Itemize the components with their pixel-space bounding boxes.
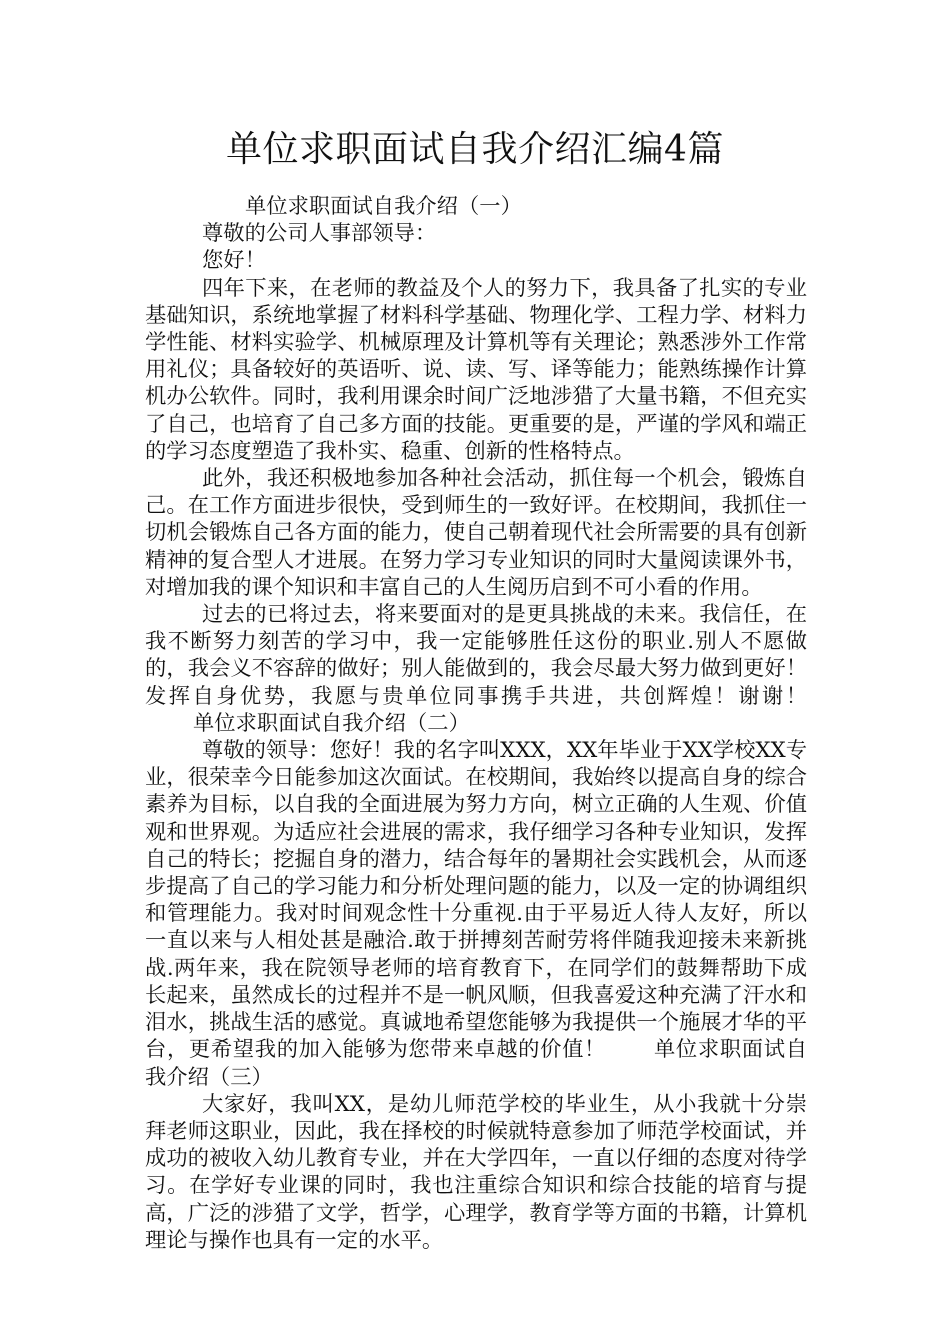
section-heading-2: 单位求职面试自我介绍（二） (193, 710, 470, 736)
section2-paragraph-1-text: 尊敬的领导：您好！我的名字叫XXX，XX年毕业于XX学校XX专业，很荣幸今日能参加这次面试。在校期间，我始终以提高自身的综合素养为目标，以自我的全面进展为努力方向，树立正确的人生观、价值观和世界观。为适应社会进展的需求，我仔细学习各种专业知识，发挥自己的特长；挖掘自身的潜力，结合每年的暑期社会实践机会，从而逐步提高了自己的学习能力和分析处理问题的能力，以及一定的协调组织和管理能力。我对时间观念性十分重视.由于平易近人待人友好，所以一直以来与人相处甚是融洽.敢于拼搏刻苦耐劳将伴随我迎接未来新挑战.两年来，我在院领导老师的培育教育下，在同学们的鼓舞帮助下成长起来，虽然成长的过程并不是一帆风顺，但我喜爱这种充满了汗水和泪水，挑战生活的感觉。真诚地希望您能够为我提供一个施展才华的平台，更希望我的加入能够为您带来卓越的价值！ (145, 738, 807, 1063)
document-title: 单位求职面试自我介绍汇编4篇 (226, 129, 724, 170)
section2-paragraph-1 (145, 737, 807, 1091)
section-heading-3: 单位求职面试自我介绍（三） (145, 1037, 807, 1090)
section1-paragraph-3-text: 过去的已将过去，将来要面对的是更具挑战的未来。我信任，在我不断努力刻苦的学习中，我一定能够胜任这份的职业.别人不愿做的，我会义不容辞的做好；别人能做到的，我会尽最大努力做到更好！发挥自身优势，我愿与贵单位同事携手共进，共创辉煌！谢谢！ (145, 602, 807, 709)
document-body (145, 193, 807, 1254)
section1-paragraph-2: 此外，我还积极地参加各种社会活动，抓住每一个机会，锻炼自己。在工作方面进步很快，受到师生的一致好评。在校期间，我抓住一切机会锻炼自己各方面的能力，使自己朝着现代社会所需要的具有创新精神的复合型人才进展。在努力学习专业知识的同时大量阅读课外书，对增加我的课个知识和丰富自己的人生阅历启到不可小看的作用。 (145, 466, 807, 600)
salutation: 尊敬的公司人事部领导： (202, 221, 437, 247)
greeting: 您好！ (202, 248, 266, 274)
section3-paragraph-1: 大家好，我叫XX，是幼儿师范学校的毕业生，从小我就十分崇拜老师这职业，因此，我在择校的时候就特意参加了师范学校面试，并成功的被收入幼儿教育专业，并在大学四年，一直以仔细的态度对待学习。在学好专业课的同时，我也注重综合知识和综合技能的培育与提高，广泛的涉猎了文学，哲学，心理学，教育学等方面的书籍，计算机理论与操作也具有一定的水平。 (145, 1091, 807, 1253)
section1-paragraph-3 (145, 601, 807, 737)
section-heading-1: 单位求职面试自我介绍（一） (245, 194, 522, 219)
section1-paragraph-1: 四年下来，在老师的教益及个人的努力下，我具备了扎实的专业基础知识，系统地掌握了材料科学基础、物理化学、工程力学、材料力学性能、材料实验学、机械原理及计算机等有关理论；熟悉涉外工作常用礼仪；具备较好的英语听、说、读、写、译等能力；能熟练操作计算机办公软件。同时，我利用课余时间广泛地涉猎了大量书籍，不但充实了自己，也培育了自己多方面的技能。更重要的是，严谨的学风和端正的学习态度塑造了我朴实、稳重、创新的性格特点。 (145, 275, 807, 464)
